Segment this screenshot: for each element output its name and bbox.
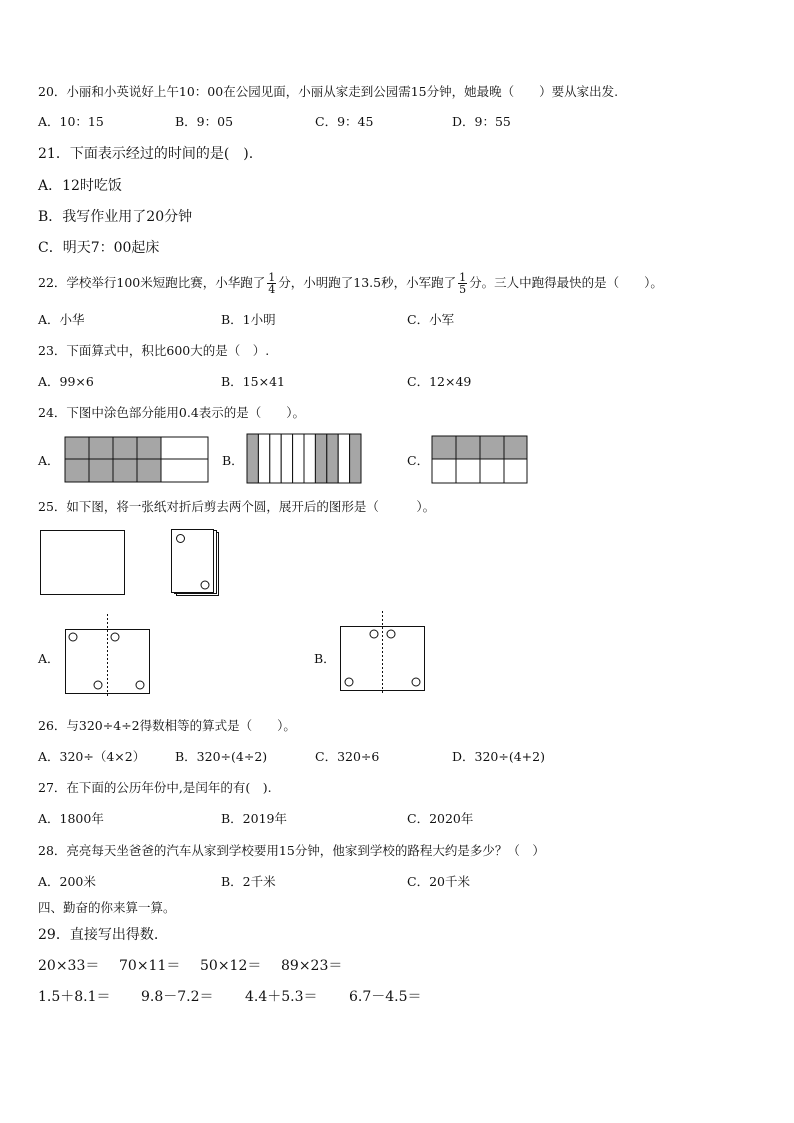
q29-item-3[interactable]: 50×12＝ [200, 958, 262, 974]
q23-option-a[interactable]: A．99×6 [38, 374, 94, 389]
q28-option-c[interactable]: C．20千米 [407, 874, 470, 889]
q20-option-c[interactable]: C．9：45 [315, 114, 374, 129]
q22-frac1-den: 4 [268, 283, 276, 296]
q29-stem: 29．直接写出得数. [38, 927, 159, 943]
q24-label-a[interactable]: A． [38, 453, 60, 468]
q20-option-b[interactable]: B．9：05 [175, 114, 234, 129]
q24-stem: 24．下图中涂色部分能用0.4表示的是（ ）。 [38, 405, 306, 420]
q22-fraction-2 [458, 272, 467, 295]
q25-figure-a[interactable] [64, 614, 152, 696]
q24-label-c[interactable]: C． [407, 453, 430, 468]
q24-a-grid [65, 437, 208, 482]
q28-option-a[interactable]: A．200米 [38, 874, 96, 889]
q29-item-6[interactable]: 9.8－7.2＝ [141, 989, 214, 1005]
q20-option-a[interactable]: A．10：15 [38, 114, 104, 129]
q22-frac2-num: 1 [459, 271, 467, 284]
q29-item-7[interactable]: 4.4＋5.3＝ [245, 989, 318, 1005]
q20-option-d[interactable]: D．9：55 [452, 114, 511, 129]
q26-option-c[interactable]: C．320÷6 [315, 749, 380, 764]
q27-option-a[interactable]: A．1800年 [38, 811, 104, 826]
q27-option-c[interactable]: C．2020年 [407, 811, 474, 826]
q29-item-8[interactable]: 6.7－4.5＝ [349, 989, 422, 1005]
q24-figure-c[interactable] [432, 436, 528, 484]
q26-option-b[interactable]: B．320÷(4÷2) [175, 749, 268, 764]
q22-frac2-den: 5 [459, 283, 467, 296]
q28-stem: 28．亮亮每天坐爸爸的汽车从家到学校要用15分钟，他家到学校的路程大约是多少？（ ） [38, 843, 545, 858]
q22-part3: 分。三人中跑得最快的是（ ）。 [469, 275, 663, 290]
q21-option-b[interactable]: B．我写作业用了20分钟 [38, 209, 193, 225]
q22-frac1-num: 1 [268, 271, 276, 284]
q29-item-2[interactable]: 70×11＝ [119, 958, 181, 974]
q24-c-grid [432, 436, 527, 483]
q25-label-b[interactable]: B． [314, 651, 336, 666]
q21-option-c[interactable]: C．明天7：00起床 [38, 240, 160, 256]
q25-stem: 25．如下图，将一张纸对折后剪去两个圆，展开后的图形是（ ）。 [38, 499, 436, 514]
q22-option-c[interactable]: C．小军 [407, 312, 455, 327]
q29-item-5[interactable]: 1.5＋8.1＝ [38, 989, 111, 1005]
section-4-heading: 四、勤奋的你来算一算。 [38, 900, 176, 915]
q24-figure-a[interactable] [65, 437, 209, 483]
q27-option-b[interactable]: B．2019年 [221, 811, 287, 826]
q22-stem [38, 268, 663, 298]
q26-option-a[interactable]: A．320÷（4×2） [38, 749, 146, 764]
q21-option-a[interactable]: A．12时吃饭 [38, 178, 122, 194]
q23-option-c[interactable]: C．12×49 [407, 374, 472, 389]
q26-option-d[interactable]: D．320÷(4+2) [452, 749, 545, 764]
q22-fraction-1 [267, 272, 276, 295]
q24-label-b[interactable]: B． [222, 453, 244, 468]
q23-stem: 23．下面算式中，积比600大的是（ ）. [38, 343, 270, 358]
q22-part1: 22．学校举行100米短跑比赛，小华跑了 [38, 275, 266, 290]
q24-figure-b[interactable] [247, 434, 363, 484]
q25-figure-b[interactable] [339, 611, 427, 695]
q27-stem: 27．在下面的公历年份中,是闰年的有( ). [38, 780, 272, 795]
q22-option-b[interactable]: B．1小明 [221, 312, 276, 327]
q24-b-strips [247, 434, 361, 483]
q23-option-b[interactable]: B．15×41 [221, 374, 285, 389]
q21-stem: 21．下面表示经过的时间的是( ). [38, 146, 254, 162]
q20-stem: 20．小丽和小英说好上午10：00在公园见面，小丽从家走到公园需15分钟，她最晚（ ）要从家出发. [38, 84, 619, 99]
q25-label-a[interactable]: A． [38, 651, 60, 666]
q28-option-b[interactable]: B．2千米 [221, 874, 276, 889]
q25-paper-unfolded [40, 530, 126, 596]
q22-option-a[interactable]: A．小华 [38, 312, 85, 327]
q22-part2: 分，小明跑了13.5秒，小军跑了 [278, 275, 457, 290]
q29-item-1[interactable]: 20×33＝ [38, 958, 100, 974]
q29-item-4[interactable]: 89×23＝ [281, 958, 343, 974]
q25-paper-folded [171, 529, 221, 597]
q26-stem: 26．与320÷4÷2得数相等的算式是（ ）。 [38, 718, 296, 733]
